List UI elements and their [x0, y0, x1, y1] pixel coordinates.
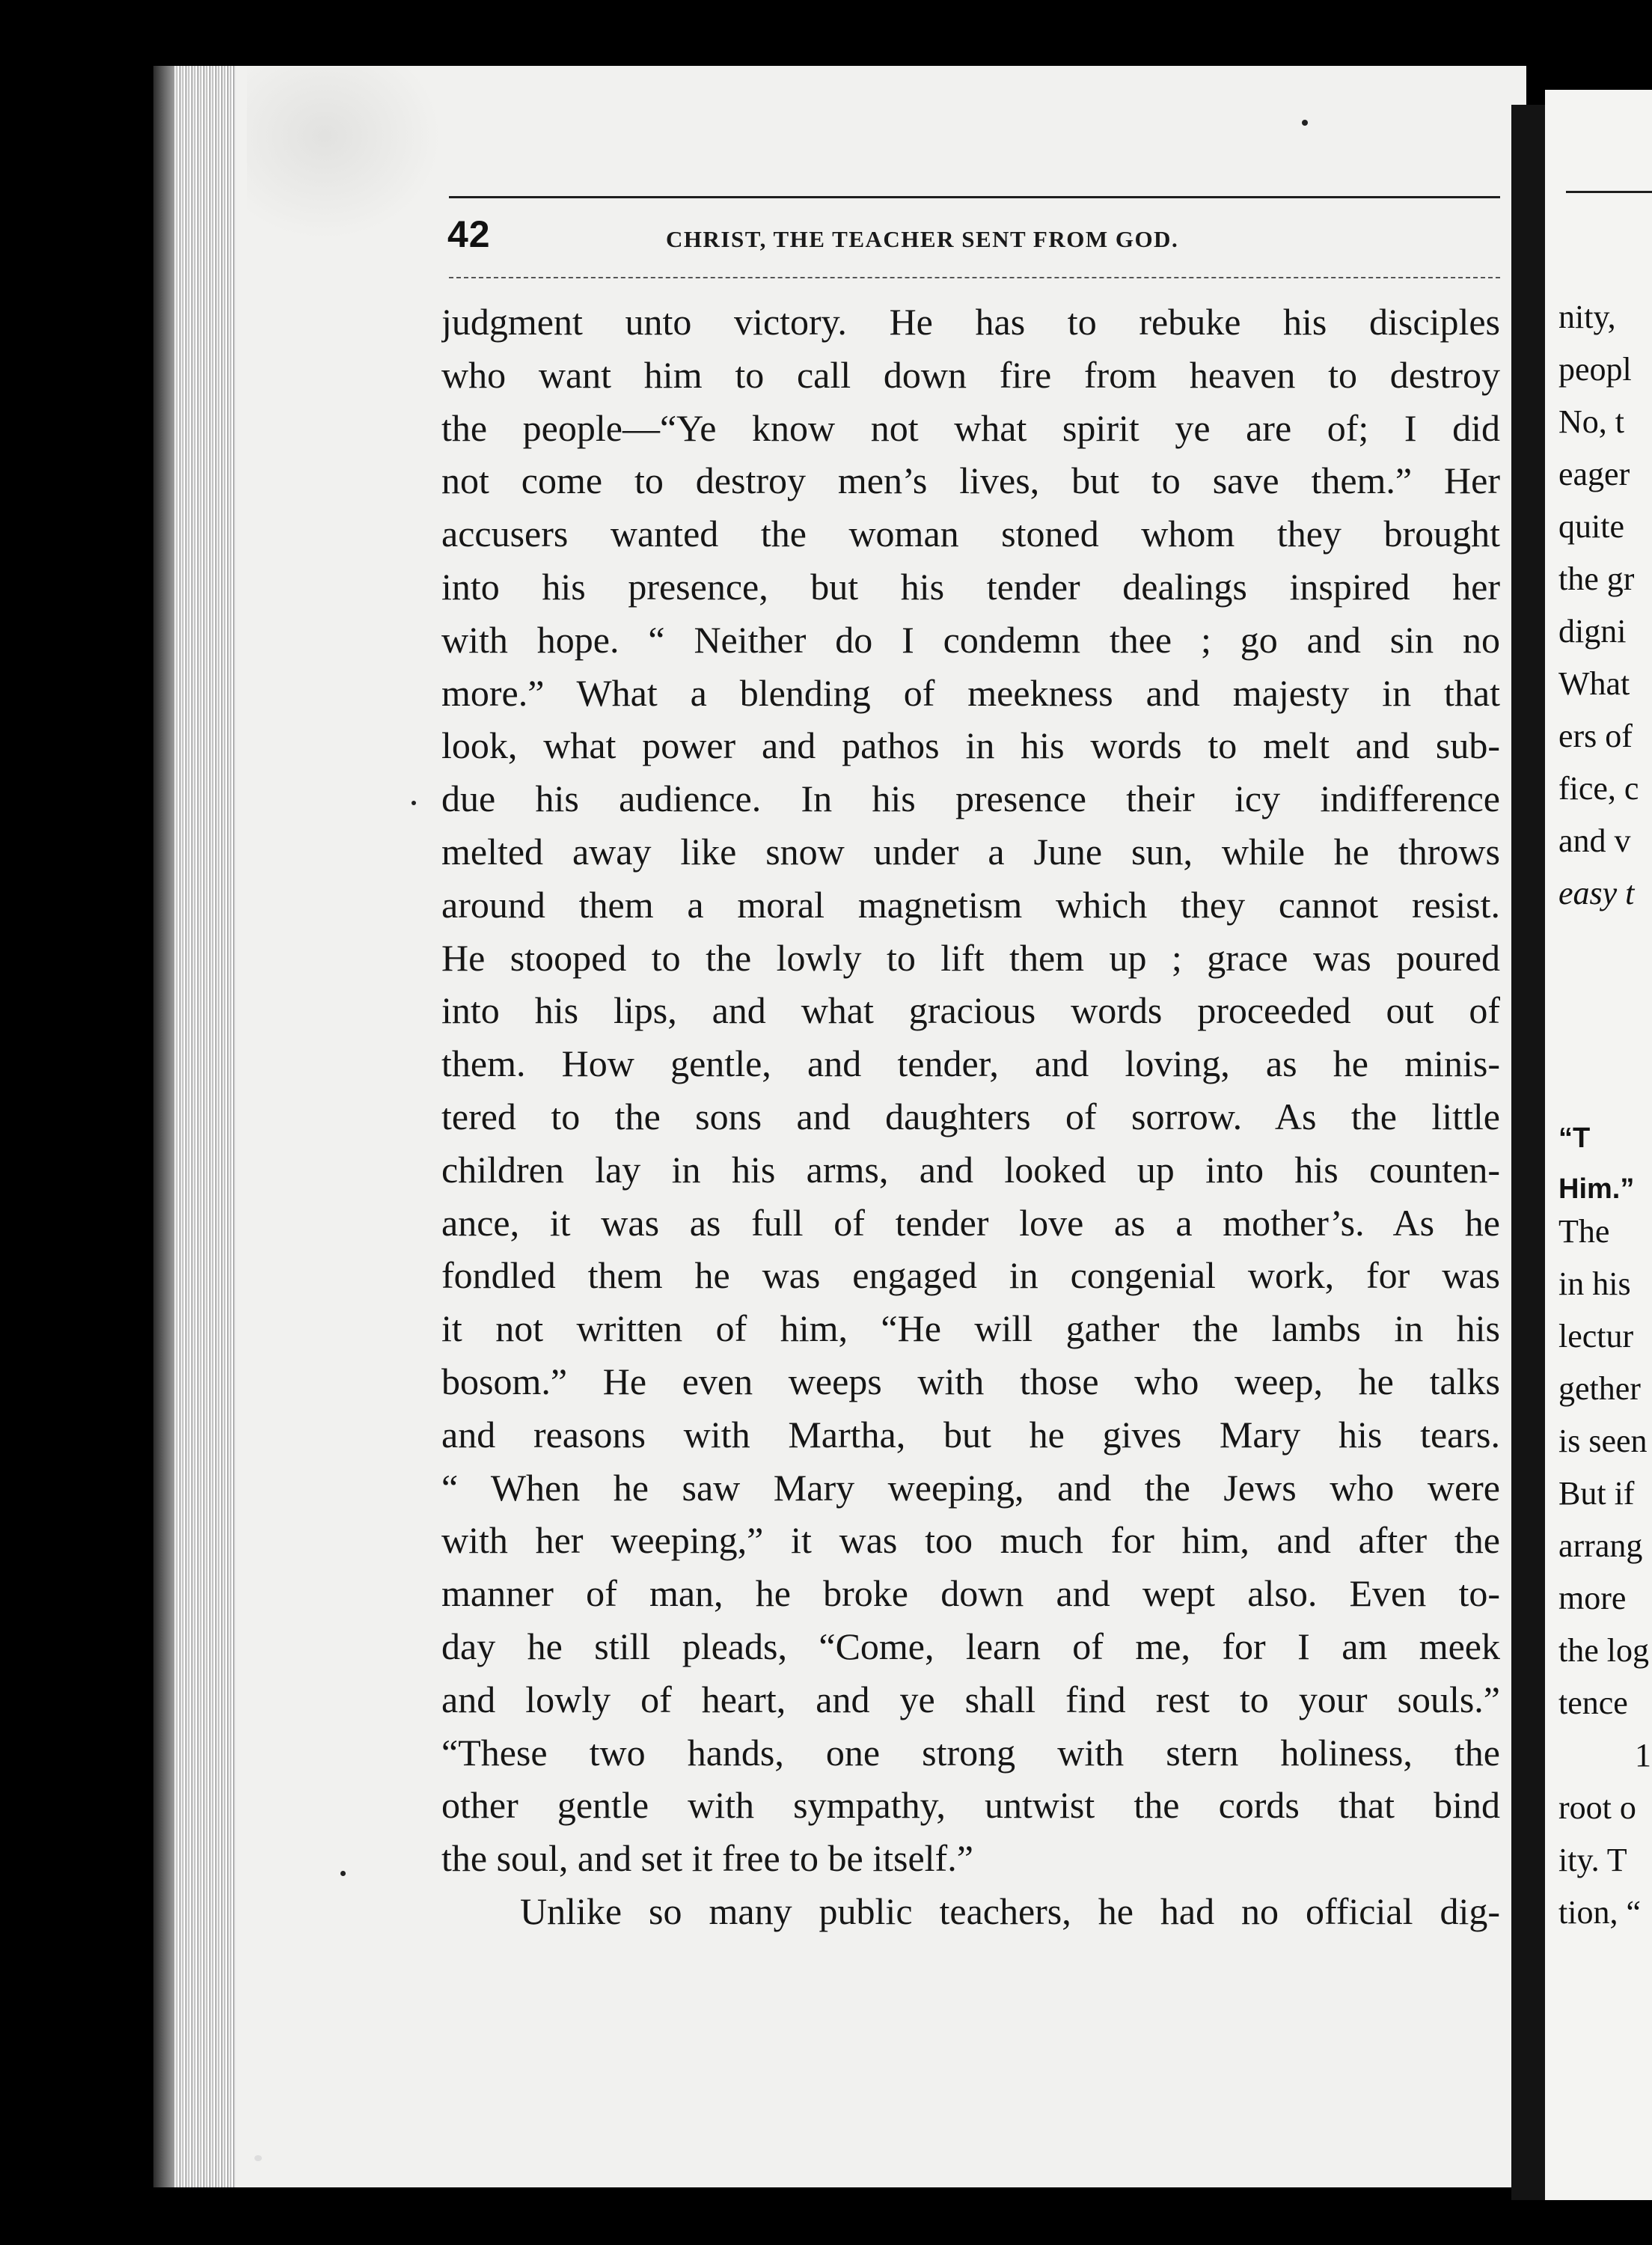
- dust-speck: [340, 1871, 346, 1876]
- paragraph-start-line: Unlike so many public teachers, he had no official dig-: [520, 1890, 1500, 1932]
- text-line: who want him to call down fire from heaven to destroy: [441, 353, 1500, 396]
- text-line: around them a moral magnetism which they cannot resist.: [441, 883, 1500, 926]
- facing-heading-line: Him.”: [1558, 1173, 1635, 1205]
- facing-header-rule: [1566, 191, 1652, 193]
- text-line: manner of man, he broke down and wept also. Even to-: [441, 1572, 1500, 1615]
- page-number: 42: [447, 213, 491, 255]
- text-line: accusers wanted the woman stoned whom they brought: [441, 513, 1500, 555]
- text-line: bosom.” He even weeps with those who weep, he talks: [441, 1360, 1500, 1402]
- facing-text-line: ers of: [1558, 718, 1633, 754]
- dust-speck: [1302, 120, 1308, 126]
- text-line: ance, it was as full of tender love as a mother’s. As he: [441, 1201, 1500, 1244]
- text-line: fondled them he was engaged in congenial work, for was: [441, 1254, 1500, 1297]
- header-top-rule: [449, 196, 1500, 198]
- facing-text-line: 1: [1635, 1737, 1651, 1774]
- facing-text-line: in his: [1558, 1265, 1631, 1302]
- facing-text-line: fice, c: [1558, 770, 1639, 807]
- text-line: “ When he saw Mary weeping, and the Jews who were: [441, 1466, 1500, 1509]
- text-line: them. How gentle, and tender, and loving, as he minis-: [441, 1042, 1500, 1085]
- facing-text-line: and v: [1558, 822, 1631, 859]
- text-line: other gentle with sympathy, untwist the cords that bind: [441, 1784, 1500, 1827]
- text-line: and reasons with Martha, but he gives Mary his tears.: [441, 1413, 1500, 1456]
- text-line: with hope. “ Neither do I condemn thee ; go and sin no: [441, 618, 1500, 661]
- paper-stain: [247, 67, 441, 239]
- text-line: judgment unto victory. He has to rebuke his disciples: [441, 301, 1500, 343]
- text-line: tered to the sons and daughters of sorrow. As the little: [441, 1095, 1500, 1137]
- facing-text-line: nity,: [1558, 299, 1616, 335]
- text-line: children lay in his arms, and looked up into his counten-: [441, 1148, 1500, 1191]
- dust-speck: [412, 801, 416, 805]
- dust-speck: [254, 2155, 262, 2161]
- text-line: not come to destroy men’s lives, but to save them.” Her: [441, 459, 1500, 502]
- page-edge-shadow: [153, 66, 174, 2187]
- book-gutter: [1511, 105, 1545, 2200]
- text-line: and lowly of heart, and ye shall find rest to your souls.”: [441, 1678, 1500, 1720]
- text-line: into his presence, but his tender dealings inspired her: [441, 565, 1500, 608]
- text-line: into his lips, and what gracious words proceeded out of: [441, 989, 1500, 1032]
- text-line: the soul, and set it free to be itself.”: [441, 1837, 973, 1880]
- facing-text-line: peopl: [1558, 351, 1632, 388]
- running-head: CHRIST, THE TEACHER SENT FROM GOD.: [666, 226, 1179, 252]
- facing-text-line: But if: [1558, 1475, 1635, 1512]
- facing-text-line: digni: [1558, 613, 1627, 650]
- facing-text-line: tence: [1558, 1684, 1628, 1721]
- facing-page: [1545, 90, 1652, 2200]
- text-line: He stooped to the lowly to lift them up ; grace was poured: [441, 936, 1500, 979]
- text-line: with her weeping,” it was too much for him, and after the: [441, 1519, 1500, 1562]
- facing-text-line: eager: [1558, 456, 1630, 492]
- facing-text-line: the log: [1558, 1632, 1649, 1669]
- body-text: [441, 296, 1500, 1938]
- facing-text-line: No, t: [1558, 403, 1624, 440]
- text-line: more.” What a blending of meekness and majesty in that: [441, 671, 1500, 714]
- text-line: melted away like snow under a June sun, while he throws: [441, 830, 1500, 873]
- facing-text-line: arrang: [1558, 1527, 1643, 1564]
- header-bottom-rule: [449, 277, 1500, 278]
- facing-text-line: The: [1558, 1213, 1610, 1250]
- facing-text-line: lectur: [1558, 1318, 1634, 1354]
- facing-text-line: is seen: [1558, 1423, 1648, 1459]
- facing-text-line: root o: [1558, 1789, 1636, 1826]
- text-line: “These two hands, one strong with stern holiness, the: [441, 1731, 1500, 1774]
- facing-text-line: gether: [1558, 1370, 1641, 1407]
- facing-text-line: What: [1558, 665, 1630, 702]
- text-line: look, what power and pathos in his words to melt and sub-: [441, 724, 1500, 767]
- text-line: day he still pleads, “Come, learn of me, for I am meek: [441, 1625, 1500, 1667]
- text-line: the people—“Ye know not what spirit ye are of; I did: [441, 406, 1500, 449]
- text-line: it not written of him, “He will gather the lambs in his: [441, 1307, 1500, 1350]
- text-line: due his audience. In his presence their icy indifference: [441, 778, 1500, 820]
- facing-heading-line: “T: [1558, 1122, 1591, 1154]
- facing-text-line: tion, “: [1558, 1894, 1641, 1931]
- facing-text-line: easy t: [1558, 875, 1635, 911]
- facing-text-line: more: [1558, 1580, 1627, 1616]
- facing-text-line: ity. T: [1558, 1842, 1627, 1878]
- facing-text-line: quite: [1558, 508, 1624, 545]
- facing-text-line: the gr: [1558, 561, 1635, 597]
